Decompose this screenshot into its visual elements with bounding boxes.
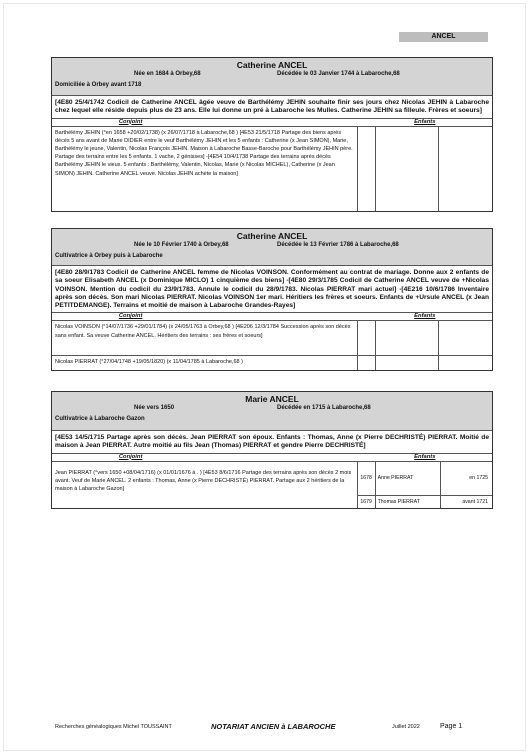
spouse-row bbox=[52, 462, 492, 508]
birth-info: Née le 10 Février 1740 à Orbey,68 bbox=[134, 242, 229, 248]
notes: [4E80 25/4/1742 Codicil de Catherine ANCEL âgée veuve de Barthélémy JEHIN souhaite finir ses jours chez Nicolas JEHIN à Labaroche chez lequel elle réside depuis plus de 23 ans. Elle lui donne un pré à Labaroche les Mulles. Catherine JEHIN sa filleule. Frères et soeurs] bbox=[52, 96, 492, 119]
birth-info: Née vers 1650 bbox=[134, 405, 175, 411]
page-footer bbox=[0, 722, 531, 734]
children-column-header: Enfants bbox=[414, 118, 436, 125]
occupation: Domiciliée à Orbey avant 1718 bbox=[55, 82, 142, 88]
children-cell bbox=[358, 321, 492, 355]
family-name-badge: ANCEL bbox=[399, 32, 488, 42]
life-dates bbox=[52, 70, 492, 80]
columns-header bbox=[52, 454, 492, 462]
child-entry bbox=[358, 496, 492, 507]
child-note: avant 1721 bbox=[462, 498, 488, 505]
record-card bbox=[51, 57, 493, 212]
child-entry bbox=[358, 462, 492, 497]
child-name: Thomas PIERRAT bbox=[376, 496, 441, 507]
record-card bbox=[51, 391, 493, 509]
child-note: en 1725 bbox=[469, 475, 488, 482]
notes: [4E80 28/9/1783 Codicil de Catherine ANCEL femme de Nicolas VOINSON. Conformément au contrat de mariage. Donne aux 2 enfants de sa soeur Elisabeth ANCEL (x Dominique MICLO) 1 cinquième des biens] -[4E80 29/3/1785 Codicil de Catherine ANCEL veuve de +Nicolas VOINSON. Mention du codicil du 23/9/1783. Annule le codicil du 28/9/1783. Nicolas PIERRAT mari actuel] -[4E216 10/6/1786 Inventaire après son décès. Son mari Nicolas PIERRAT. Nicolas VOINSON 1er mari. Héritiers les frères et soeurs. Enfants de +Ursule ANCEL (x Jean PETITDEMANGE). Terrains et moitié de maison à Labaroche Grandes-Rayes] bbox=[52, 266, 492, 313]
occupation: Cultivatrice à Orbey puis à Labaroche bbox=[55, 253, 163, 259]
occupation: Cultivatrice à Labaroche Gazon bbox=[55, 416, 145, 422]
spouse-details: Nicolas VOINSON (°14/07/1736 +29/01/1784) (x 24/05/1763 à Orbey,68 ) [4E206 12/3/1784 Succession après son décès sans enfant. Sa veuve Catherine ANCEL. Héritiers des terrains : ses frères et soeurs] bbox=[52, 321, 358, 355]
spouse-details: Jean PIERRAT (°vers 1650 +08/04/1716) (x 01/01/1676 à . ) [4E53 8/6/1716 Partage des terrains après son décès 2 mois avant. Veuf de Marie ANCEL. 2 enfants : Thomas, Anne (x Pierre DECHRISTÉ) PIERRAT. Partage aux 2 héritiers de la maison à Labaroche Gazon] bbox=[52, 462, 358, 508]
spouse-row bbox=[52, 356, 492, 370]
spouse-row bbox=[52, 127, 492, 211]
columns-header bbox=[52, 313, 492, 321]
child-birth-year: 1679 bbox=[358, 496, 376, 507]
spouse-details: Nicolas PIERRAT (°27/04/1748 +19/05/1820) (x 11/04/1785 à Labaroche,68 ) bbox=[52, 356, 358, 370]
page-number: Page 1 bbox=[440, 723, 463, 730]
birth-info: Née en 1684 à Orbey,68 bbox=[134, 71, 201, 77]
record-card bbox=[51, 228, 493, 371]
children-cell bbox=[358, 356, 492, 370]
child-name: Anne PIERRAT bbox=[376, 462, 441, 496]
footer-date: Juillet 2022 bbox=[392, 724, 420, 730]
columns-header bbox=[52, 119, 492, 127]
children-column-header: Enfants bbox=[414, 453, 436, 460]
record-header bbox=[52, 392, 492, 431]
life-dates bbox=[52, 241, 492, 251]
spouse-row bbox=[52, 321, 492, 356]
death-info: Décédée le 13 Février 1786 à Labaroche,68 bbox=[277, 242, 399, 248]
child-birth-year: 1678 bbox=[358, 462, 376, 496]
spouse-column-header: Conjoint bbox=[118, 313, 143, 320]
person-name: Marie ANCEL bbox=[245, 394, 299, 404]
life-dates bbox=[52, 404, 492, 414]
footer-researcher: Recherches généalogiques Michel TOUSSAINT bbox=[55, 724, 172, 730]
children-column-header: Enfants bbox=[414, 313, 436, 320]
footer-title: NOTARIAT ANCIEN à LABAROCHE bbox=[211, 722, 336, 731]
death-info: Décédée en 1715 à Labaroche,68 bbox=[277, 405, 371, 411]
spouse-column-header: Conjoint bbox=[118, 118, 143, 125]
children-cell bbox=[358, 127, 492, 211]
person-name: Catherine ANCEL bbox=[236, 231, 308, 241]
person-name: Catherine ANCEL bbox=[236, 60, 308, 70]
record-header bbox=[52, 229, 492, 266]
record-header bbox=[52, 58, 492, 96]
spouse-column-header: Conjoint bbox=[118, 453, 143, 460]
spouse-details: Barthélémy JEHIN (°en 1658 +20/02/1738) (x 26/07/1718 à Labaroche,68 ) [4E53 21/5/1718 Partage des biens après décès 5 ans avant de Marie DIDIER entre le veuf Barthélémy JEHIN et les 5 enfants : Catherine (x Jean SIMON), Marie, Barthélémy le jeune, Valentin, Nicolas François JEHIN. Maison à Labaroche Basse-Baroche pour Barthélémy JEHIN père. Partage des terrains entre les 5 enfants. 1 vache, 2 génisses] -[4E54 10/4/1738 Partage des terrains après décès Barthélémy JEHIN le vieux. 5 enfants : Barthélémy, Valentin, Nicolas, Marie (x Nicolas MICHEL), Catherine (x Jean SIMON) JEHIN. Catherine ANCEL veuve. Nicolas JEHIN achète la maison] bbox=[52, 127, 358, 211]
death-info: Décédée le 03 Janvier 1744 à Labaroche,68 bbox=[277, 71, 400, 77]
notes: [4E53 14/5/1715 Partage après son décès. Jean PIERRAT son époux. Enfants : Thomas, Anne (x Pierre DECHRISTÉ) PIERRAT. Moitié de maison à Jean PIERRAT. Autre moitié au fils Jean (Thomas) PIERRAT et gendre Pierre DECHRISTÉ] bbox=[52, 431, 492, 454]
children-cell bbox=[358, 462, 492, 508]
